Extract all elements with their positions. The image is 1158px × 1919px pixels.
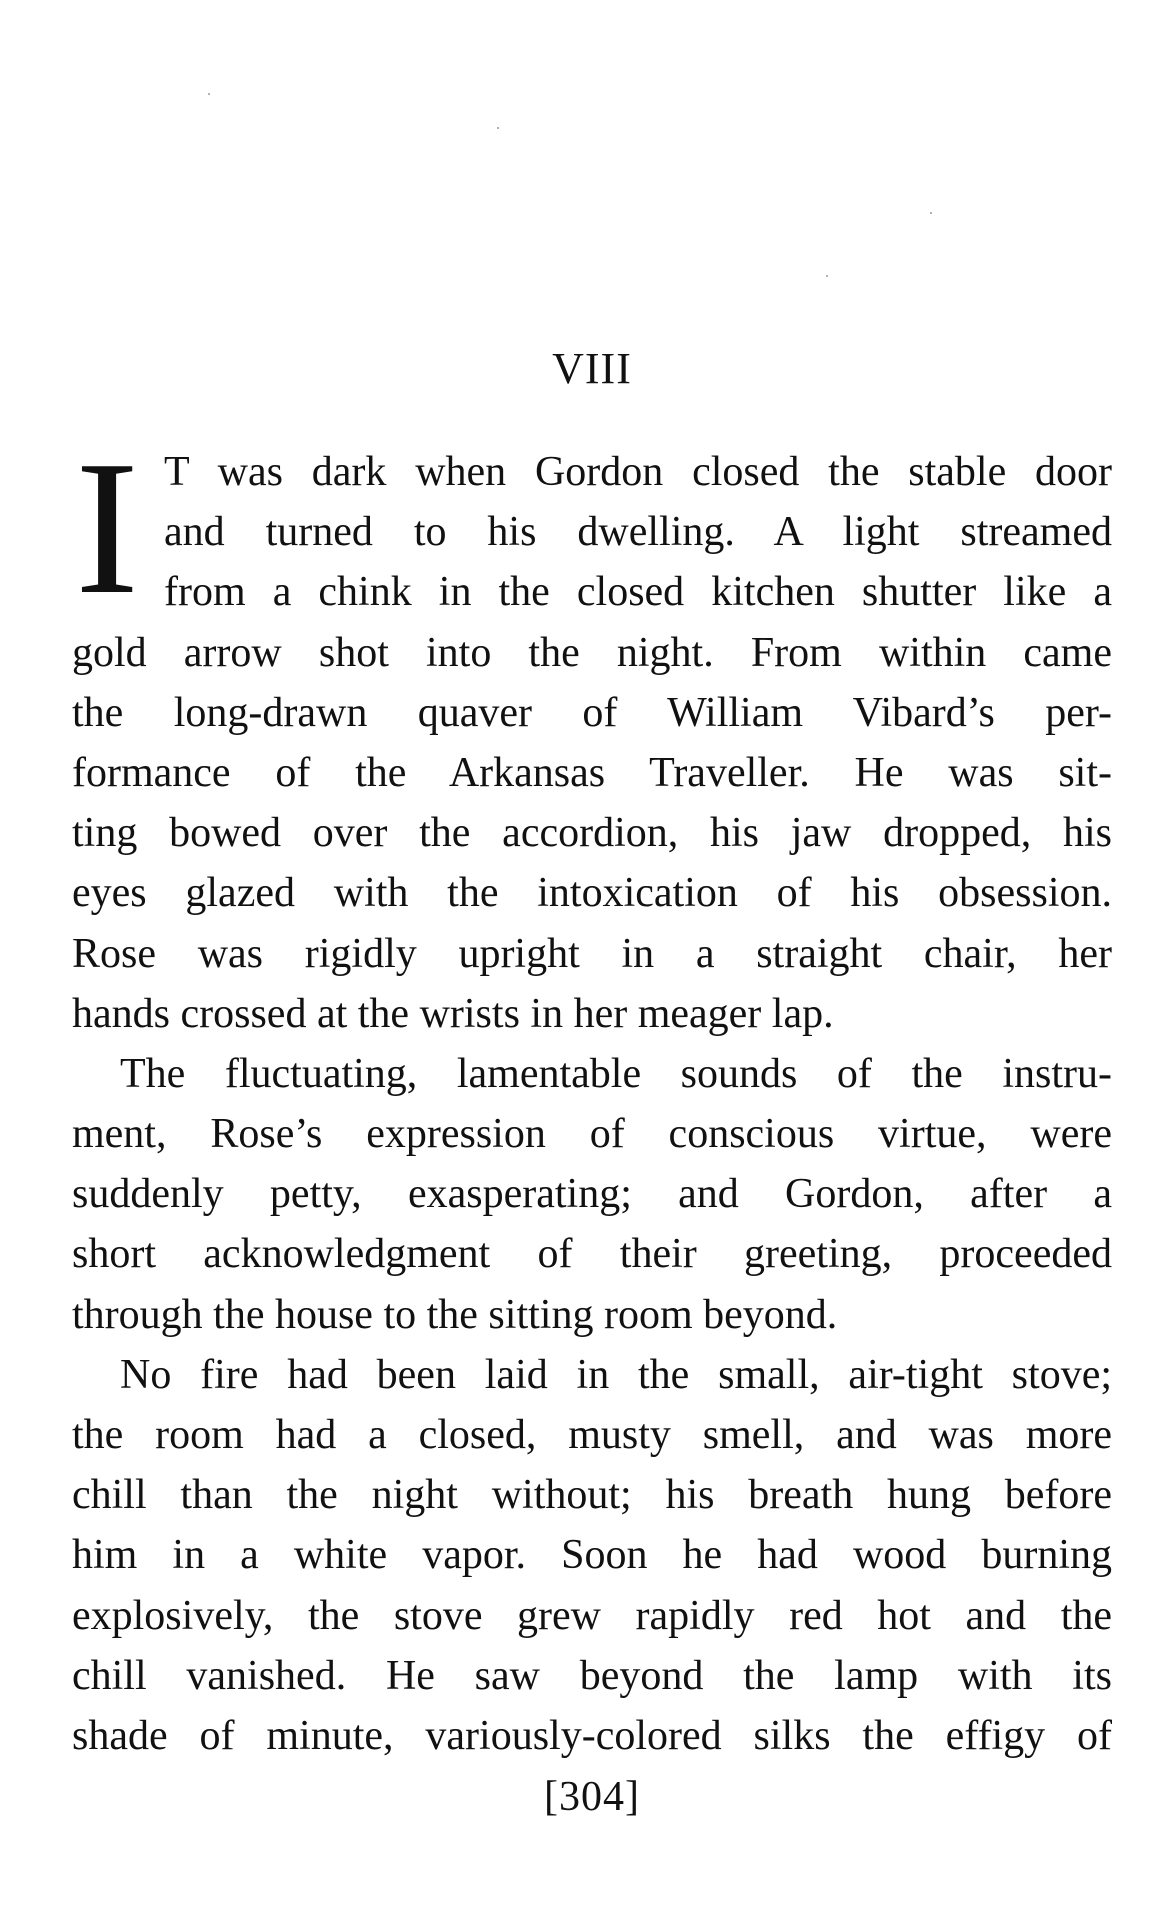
text-line: from a chink in the closed kitchen shutter like a: [164, 569, 1112, 616]
text-line: the long-drawn quaver of William Vibard’s per-: [72, 689, 1112, 736]
text-line: explosively, the stove grew rapidly red hot and the: [72, 1592, 1112, 1639]
chapter-heading: VIII: [552, 344, 632, 393]
paragraph: [72, 1345, 1112, 1766]
text-line: hands crossed at the wrists in her meager lap.: [72, 990, 834, 1037]
text-line: shade of minute, variously-colored silks the effigy of: [72, 1712, 1112, 1759]
text-line: formance of the Arkansas Traveller. He was sit-: [72, 749, 1112, 796]
text-line: eyes glazed with the intoxication of his obsession.: [72, 870, 1112, 917]
text-line: No fire had been laid in the small, air-tight stove;: [120, 1351, 1112, 1398]
text-line: through the house to the sitting room beyond.: [72, 1291, 838, 1338]
drop-cap-initial: I: [75, 421, 139, 634]
text-line: gold arrow shot into the night. From within came: [72, 629, 1112, 676]
text-line: suddenly petty, exasperating; and Gordon, after a: [72, 1171, 1112, 1218]
book-page: [72, 0, 1112, 1919]
text-line: the room had a closed, musty smell, and was more: [72, 1412, 1112, 1458]
text-line: chill vanished. He saw beyond the lamp with its: [72, 1652, 1112, 1699]
text-line: and turned to his dwelling. A light streamed: [164, 509, 1112, 556]
text-line: The fluctuating, lamentable sounds of the instru-: [120, 1050, 1112, 1097]
text-line: T was dark when Gordon closed the stable door: [164, 449, 1112, 495]
page-number: [304]: [544, 1774, 640, 1820]
text-line: Rose was rigidly upright in a straight chair, her: [72, 930, 1112, 977]
paragraph: [72, 421, 1112, 1044]
text-line: him in a white vapor. Soon he had wood burning: [72, 1532, 1112, 1579]
text-line: ment, Rose’s expression of conscious virtue, were: [72, 1111, 1112, 1158]
text-line: ting bowed over the accordion, his jaw dropped, his: [72, 810, 1112, 857]
paragraph: [72, 1044, 1112, 1345]
chapter-text: [72, 421, 1112, 1766]
text-line: short acknowledgment of their greeting, proceeded: [72, 1231, 1112, 1278]
text-line: chill than the night without; his breath hung before: [72, 1472, 1112, 1519]
